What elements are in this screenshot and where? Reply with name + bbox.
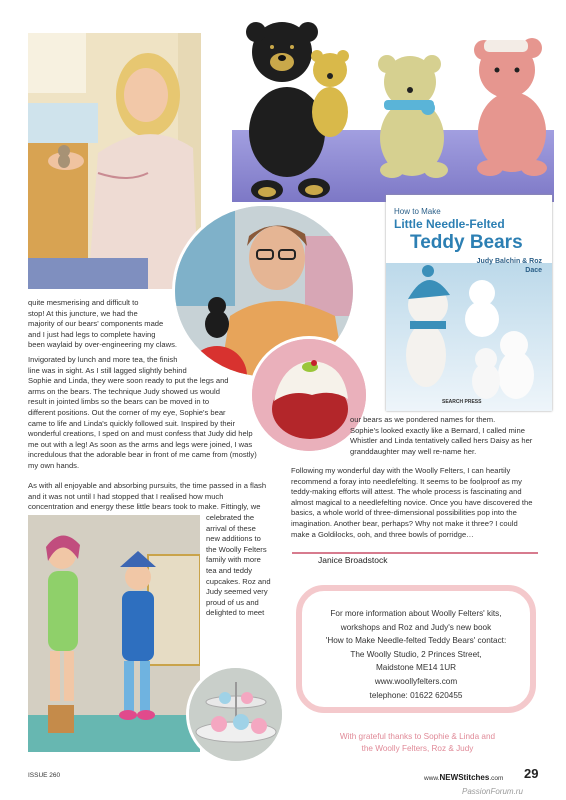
body-text-line: celebrated the bbox=[206, 513, 255, 522]
body-text-line: recommend a foray into needlefelting. It seems to be foolproof as my bbox=[291, 476, 522, 486]
contact-info-line: telephone: 01622 620455 bbox=[369, 690, 463, 700]
book-title-line2: Teddy Bears bbox=[410, 232, 523, 253]
contact-info-line: workshops and Roz and Judy's new book bbox=[340, 622, 492, 632]
body-text-line: concentration and energy these little bears took to make. Fittingly, we bbox=[28, 502, 261, 512]
body-text-line: teddy-making efforts will attest. The whole process is fascinating and bbox=[291, 487, 522, 497]
body-text-line: been waylaid by over-engineering my claws. bbox=[28, 340, 177, 350]
thanks-line2: the Woolly Felters, Roz & Judy bbox=[361, 744, 474, 753]
body-text-line: arrival of these bbox=[206, 523, 256, 533]
body-text-line: Sophie and Linda, they were soon ready to put the legs and bbox=[28, 376, 229, 386]
body-text-line: new additions to bbox=[206, 534, 261, 544]
body-text-line: basics, a whole world of three-dimensional possibilities pop into the bbox=[291, 508, 517, 518]
article-col1-top bbox=[28, 298, 188, 351]
body-text-line: quite mesmerising and difficult to bbox=[28, 298, 139, 307]
website-prefix: www. bbox=[424, 775, 440, 782]
book-authors: Judy Balchin & Roz Dace bbox=[476, 258, 542, 274]
body-text-line: stop! At this juncture, we had the bbox=[28, 308, 138, 318]
website-suffix: .com bbox=[489, 775, 504, 782]
body-text-line: almost magical to a needlefelting novice. Once you have discovered the bbox=[291, 497, 533, 507]
contact-info-line: For more information about Woolly Felters' kits, bbox=[330, 609, 502, 618]
body-text-line: me out with a leg! As soon as the arms and legs were joined, I was bbox=[28, 439, 253, 449]
body-text-line: my own hands. bbox=[28, 460, 80, 470]
website-footer bbox=[424, 773, 503, 782]
body-text-line: the Woolly Felters bbox=[206, 544, 267, 554]
body-text-line: imagination. Another bear, perhaps? Why not make it three? I could bbox=[291, 518, 518, 528]
body-text-line: different positions. Out the corner of my eye, Sophie's bear bbox=[28, 407, 226, 417]
body-text-line: Whistler and Linda tentatively called hers Daisy as her bbox=[350, 436, 533, 446]
body-text-line: delighted to meet bbox=[206, 608, 265, 618]
thanks-line1: With grateful thanks to Sophie & Linda and bbox=[339, 732, 496, 741]
body-text-line: Sophie's looked exactly like a Bernard, I called mine bbox=[350, 425, 525, 435]
body-text-line: As with all enjoyable and absorbing pursuits, the time passed in a flash bbox=[28, 481, 267, 490]
body-text-line: came to life and Linda's quickly followed suit. Inspired by their bbox=[28, 418, 236, 428]
woman-with-bear-photo bbox=[28, 33, 201, 289]
article-col1-middle bbox=[28, 355, 298, 472]
contact-info-line: The Woolly Studio, 2 Princes Street, bbox=[350, 649, 482, 659]
author-divider bbox=[292, 552, 538, 554]
article-col1-bottom bbox=[28, 481, 298, 513]
contact-info-line: www.woollyfelters.com bbox=[374, 676, 458, 686]
body-text-line: make a Goldilocks, ooh, and three bowls of porridge… bbox=[291, 529, 474, 539]
article-col1-narrow bbox=[206, 513, 296, 619]
body-text-line: wonderful creations, I sped on and must confess that Judy did help bbox=[28, 429, 253, 439]
body-text-line: proud of us and bbox=[206, 597, 259, 607]
body-text-line: Following my wonderful day with the Woolly Felters, I can heartily bbox=[291, 466, 511, 475]
watermark: PassionForum.ru bbox=[462, 787, 523, 796]
book-cover bbox=[386, 195, 552, 411]
body-text-line: arms on the bears. The technique Judy showed us would bbox=[28, 386, 220, 396]
issue-number: ISSUE 260 bbox=[28, 772, 61, 779]
book-how-to: How to Make bbox=[394, 207, 441, 216]
body-text-line: and I just had legs to complete having bbox=[28, 329, 156, 339]
body-text-line: line was in sight. As I still lagged slightly behind bbox=[28, 365, 187, 375]
body-text-line: incredulous that the adorable bear in front of me came from (mostly) bbox=[28, 450, 257, 460]
contact-info-line: Maidstone ME14 1UR bbox=[375, 663, 457, 673]
article-col2-main bbox=[291, 466, 551, 540]
body-text-line: Judy seemed very bbox=[206, 587, 268, 597]
thanks-note bbox=[300, 731, 535, 755]
teddy-bears-photo bbox=[232, 20, 554, 202]
body-text-line: and it was not until I had stopped that I realised how much bbox=[28, 491, 224, 501]
book-title-line1: Little Needle-Felted bbox=[394, 217, 505, 231]
body-text-line: cupcakes. Roz and bbox=[206, 576, 271, 586]
article-col2-top bbox=[350, 415, 550, 457]
body-text-line: family with more bbox=[206, 555, 261, 565]
body-text-line: our bears as we pondered names for them. bbox=[350, 415, 496, 424]
contact-info-box bbox=[296, 585, 536, 713]
contact-info-line: 'How to Make Needle-felted Teddy Bears' contact: bbox=[325, 636, 507, 646]
felted-dolls-photo bbox=[28, 515, 200, 752]
author-name: Janice Broadstock bbox=[318, 555, 388, 565]
book-publisher: SEARCH PRESS bbox=[442, 399, 482, 405]
page-number: 29 bbox=[524, 766, 539, 781]
body-text-line: result in jointed limbs so the bears can be moved in to bbox=[28, 397, 210, 407]
cupcakes-photo bbox=[186, 665, 285, 764]
website-brand: NEWStitches bbox=[439, 773, 490, 782]
body-text-line: tea and teddy bbox=[206, 565, 253, 575]
body-text-line: granddaughter may well re-name her. bbox=[350, 446, 477, 456]
body-text-line: Invigorated by lunch and more tea, the finish bbox=[28, 355, 178, 364]
body-text-line: majority of our bears' components made bbox=[28, 319, 164, 329]
